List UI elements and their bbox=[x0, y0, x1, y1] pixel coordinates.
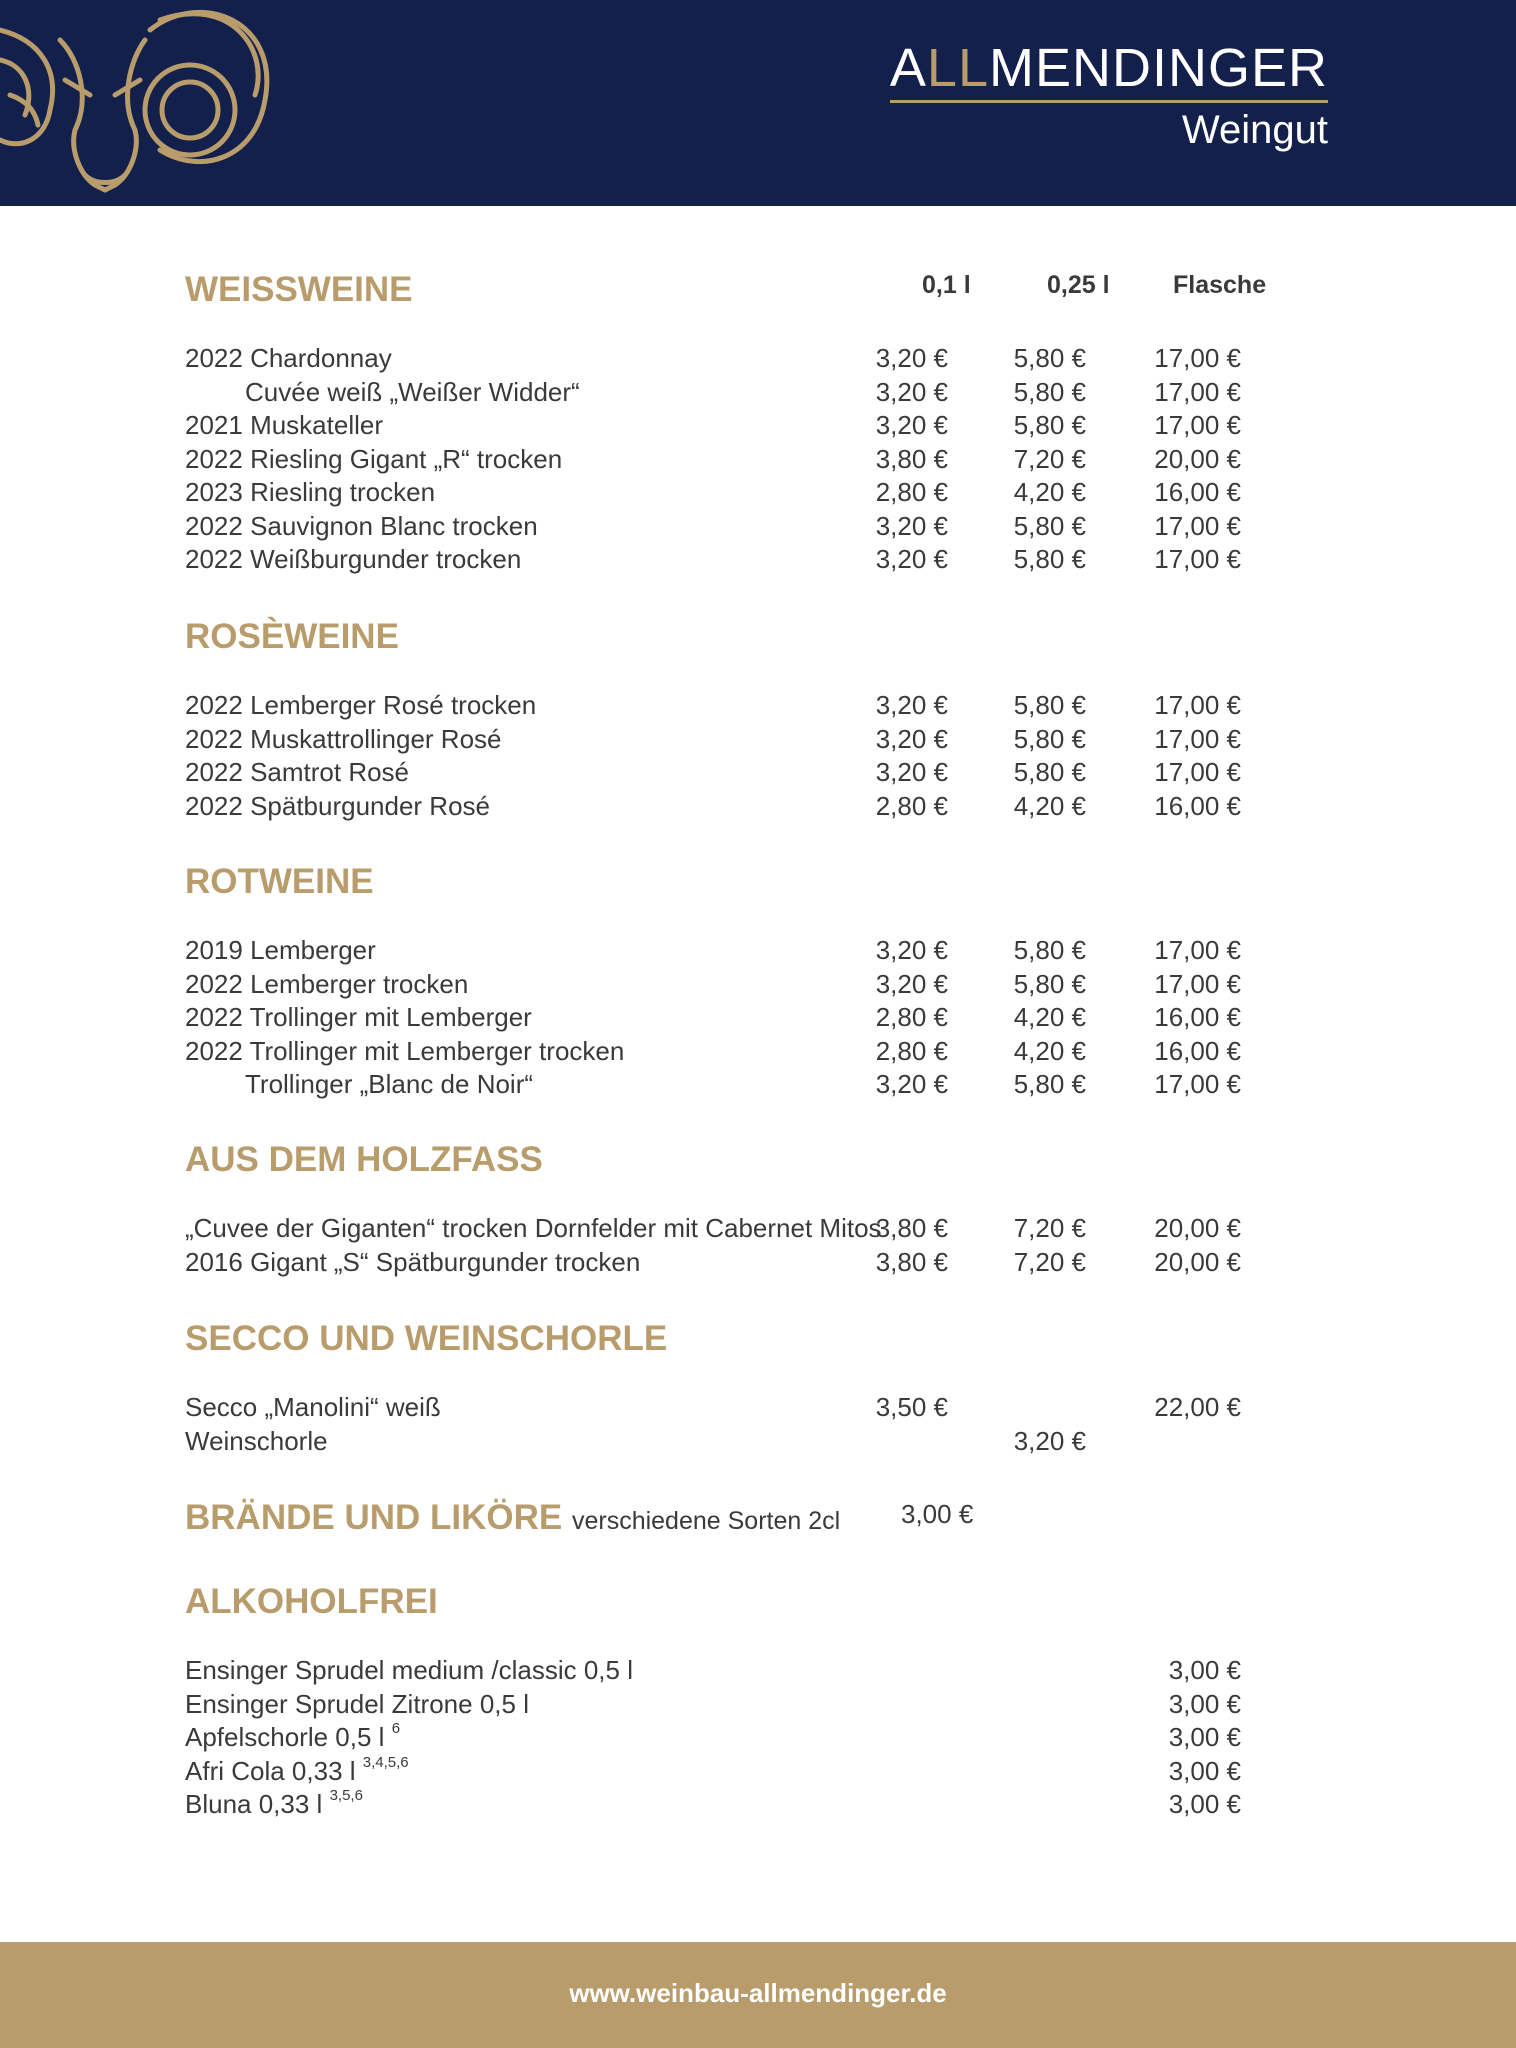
price-p2: 4,20 € bbox=[1013, 790, 1086, 821]
list-item bbox=[185, 510, 1265, 544]
price-p1: 3,20 € bbox=[875, 1069, 948, 1099]
list-item bbox=[185, 790, 1265, 824]
section-roseweine bbox=[185, 617, 1265, 823]
price-p1: 3,80 € bbox=[875, 443, 948, 474]
price-p2: 5,80 € bbox=[1013, 410, 1086, 440]
price-p3: 17,00 € bbox=[1154, 935, 1241, 965]
price-p1: 3,20 € bbox=[875, 690, 948, 720]
price-p1: 3,50 € bbox=[875, 1392, 948, 1422]
section-title: SECCO UND WEINSCHORLE bbox=[185, 1319, 668, 1358]
item-name: „Cuvee der Giganten“ trocken Dornfelder mit Cabernet Mitos bbox=[185, 1213, 882, 1243]
price-p3: 20,00 € bbox=[1154, 1213, 1241, 1243]
list-item bbox=[185, 1001, 1265, 1035]
section-title: AUS DEM HOLZFASS bbox=[185, 1140, 543, 1179]
price-p3: 17,00 € bbox=[1154, 410, 1241, 440]
section-title: BRÄNDE UND LIKÖRE verschiedene Sorten 2cl bbox=[185, 1498, 841, 1537]
price-p3: 17,00 € bbox=[1154, 544, 1241, 574]
column-header-flasche: Flasche bbox=[1173, 271, 1267, 299]
section-holzfass bbox=[185, 1140, 1265, 1279]
item-name: 2023 Riesling trocken bbox=[185, 477, 436, 507]
price-p3: 3,00 € bbox=[1168, 1755, 1241, 1786]
list-item bbox=[185, 1788, 1265, 1822]
price-p3: 17,00 € bbox=[1154, 757, 1241, 787]
list-item bbox=[185, 1068, 1265, 1102]
price-p1: 3,20 € bbox=[875, 757, 948, 787]
list-item bbox=[185, 476, 1265, 510]
list-item bbox=[185, 1246, 1265, 1280]
price-p3: 17,00 € bbox=[1154, 723, 1241, 754]
item-name: 2022 Weißburgunder trocken bbox=[185, 544, 522, 574]
section-braende bbox=[185, 1498, 1265, 1538]
price-p2: 5,80 € bbox=[1013, 343, 1086, 373]
item-name: Trollinger „Blanc de Noir“ bbox=[245, 1069, 534, 1099]
item-list bbox=[185, 1391, 1265, 1458]
price-p2: 5,80 € bbox=[1013, 935, 1086, 965]
header-banner bbox=[0, 0, 1516, 206]
list-item bbox=[185, 543, 1265, 577]
section-alkoholfrei bbox=[185, 1582, 1265, 1822]
price-p2: 5,80 € bbox=[1013, 510, 1086, 541]
website-link[interactable]: www.weinbau-allmendinger.de bbox=[569, 1978, 947, 2008]
item-name: 2022 Lemberger trocken bbox=[185, 968, 469, 999]
item-list bbox=[185, 1212, 1265, 1279]
ram-logo-icon bbox=[0, 0, 280, 200]
price-p2: 5,80 € bbox=[1013, 544, 1086, 574]
price-p1: 3,80 € bbox=[875, 1213, 948, 1243]
section-secco bbox=[185, 1319, 1265, 1458]
price-p3: 20,00 € bbox=[1154, 1246, 1241, 1277]
price-p2: 5,80 € bbox=[1013, 968, 1086, 999]
list-item bbox=[185, 1035, 1265, 1069]
price-p1: 2,80 € bbox=[875, 790, 948, 821]
price-p2: 7,20 € bbox=[1013, 443, 1086, 474]
price-p2: 7,20 € bbox=[1013, 1246, 1086, 1277]
price-p1: 3,20 € bbox=[875, 935, 948, 965]
list-item bbox=[185, 968, 1265, 1002]
item-name: 2016 Gigant „S“ Spätburgunder trocken bbox=[185, 1246, 641, 1277]
list-item bbox=[185, 689, 1265, 723]
brand-subtitle: Weingut bbox=[1181, 108, 1328, 152]
list-item bbox=[185, 376, 1265, 410]
list-item bbox=[185, 934, 1265, 968]
item-name-wrap bbox=[185, 1755, 409, 1789]
item-name: 2022 Chardonnay bbox=[185, 343, 392, 373]
price-p1: 3,80 € bbox=[875, 1246, 948, 1277]
item-name: Apfelschorle 0,5 l bbox=[185, 1722, 385, 1752]
item-list bbox=[185, 934, 1265, 1102]
item-name-wrap bbox=[185, 1721, 400, 1755]
additive-footnote: 3,4,5,6 bbox=[362, 1753, 409, 1771]
item-name: 2022 Spätburgunder Rosé bbox=[185, 790, 491, 821]
price-p3: 16,00 € bbox=[1154, 477, 1241, 507]
price-p3: 17,00 € bbox=[1154, 1069, 1241, 1099]
price-p3: 3,00 € bbox=[1168, 1655, 1241, 1685]
section-title: ALKOHOLFREI bbox=[185, 1582, 438, 1621]
price-p2: 5,80 € bbox=[1013, 376, 1086, 407]
column-header-01l: 0,1 l bbox=[922, 271, 971, 299]
list-item bbox=[185, 756, 1265, 790]
item-name: Bluna 0,33 l bbox=[185, 1789, 323, 1819]
price-p2: 3,20 € bbox=[1013, 1425, 1086, 1456]
item-name: 2022 Riesling Gigant „R“ trocken bbox=[185, 443, 563, 474]
list-item bbox=[185, 342, 1265, 376]
section-title: ROTWEINE bbox=[185, 862, 374, 901]
item-name: 2022 Samtrot Rosé bbox=[185, 757, 410, 787]
item-name: Secco „Manolini“ weiß bbox=[185, 1392, 441, 1422]
section-note: verschiedene Sorten 2cl bbox=[571, 1507, 841, 1535]
list-item bbox=[185, 1212, 1265, 1246]
section-weissweine bbox=[185, 270, 1265, 577]
item-list bbox=[185, 1654, 1265, 1822]
price-p1: 2,80 € bbox=[875, 477, 948, 507]
price-p1: 2,80 € bbox=[875, 1035, 948, 1066]
item-name: 2022 Sauvignon Blanc trocken bbox=[185, 510, 538, 541]
list-item bbox=[185, 443, 1265, 477]
price-01l: 3,00 € bbox=[901, 1499, 974, 1529]
section-title: ROSÈWEINE bbox=[185, 617, 399, 656]
list-item bbox=[185, 1721, 1265, 1755]
item-name: 2022 Muskattrollinger Rosé bbox=[185, 723, 502, 754]
item-name-wrap bbox=[185, 1788, 363, 1822]
item-name: Weinschorle bbox=[185, 1425, 328, 1456]
price-p3: 17,00 € bbox=[1154, 376, 1241, 407]
item-list bbox=[185, 689, 1265, 823]
price-p2: 7,20 € bbox=[1013, 1213, 1086, 1243]
price-p3: 16,00 € bbox=[1154, 1035, 1241, 1066]
price-p1: 3,20 € bbox=[875, 544, 948, 574]
item-name: Ensinger Sprudel medium /classic 0,5 l bbox=[185, 1655, 633, 1685]
price-p1: 3,20 € bbox=[875, 723, 948, 754]
brand-name: ALLMENDINGER bbox=[890, 38, 1328, 103]
item-list bbox=[185, 342, 1265, 577]
price-p2: 4,20 € bbox=[1013, 477, 1086, 507]
item-name: Cuvée weiß „Weißer Widder“ bbox=[245, 376, 580, 407]
item-name: 2022 Lemberger Rosé trocken bbox=[185, 690, 537, 720]
list-item bbox=[185, 1688, 1265, 1722]
item-name: 2022 Trollinger mit Lemberger trocken bbox=[185, 1035, 625, 1066]
list-item bbox=[185, 723, 1265, 757]
list-item bbox=[185, 409, 1265, 443]
price-p1: 3,20 € bbox=[875, 376, 948, 407]
price-p3: 16,00 € bbox=[1154, 1002, 1241, 1032]
item-name: 2019 Lemberger bbox=[185, 935, 376, 965]
additive-footnote: 3,5,6 bbox=[329, 1787, 363, 1804]
price-p1: 3,20 € bbox=[875, 968, 948, 999]
price-p3: 17,00 € bbox=[1154, 968, 1241, 999]
list-item bbox=[185, 1755, 1265, 1789]
price-p3: 3,00 € bbox=[1168, 1722, 1241, 1752]
column-header-025l: 0,25 l bbox=[1047, 271, 1110, 299]
price-p2: 4,20 € bbox=[1013, 1035, 1086, 1066]
additive-footnote: 6 bbox=[391, 1720, 401, 1737]
item-name: 2021 Muskateller bbox=[185, 410, 383, 440]
price-p1: 3,20 € bbox=[875, 510, 948, 541]
price-p2: 5,80 € bbox=[1013, 757, 1086, 787]
price-p2: 5,80 € bbox=[1013, 690, 1086, 720]
item-name: 2022 Trollinger mit Lemberger bbox=[185, 1002, 532, 1032]
price-p3: 17,00 € bbox=[1154, 343, 1241, 373]
footer-bar bbox=[0, 1942, 1516, 2048]
price-p2: 4,20 € bbox=[1013, 1002, 1086, 1032]
price-p1: 3,20 € bbox=[875, 343, 948, 373]
price-p3: 3,00 € bbox=[1168, 1688, 1241, 1719]
price-p3: 22,00 € bbox=[1154, 1392, 1241, 1422]
section-title: WEISSWEINE bbox=[185, 270, 413, 309]
price-p3: 20,00 € bbox=[1154, 443, 1241, 474]
price-p1: 2,80 € bbox=[875, 1002, 948, 1032]
list-item bbox=[185, 1654, 1265, 1688]
price-p3: 17,00 € bbox=[1154, 510, 1241, 541]
item-name: Ensinger Sprudel Zitrone 0,5 l bbox=[185, 1688, 529, 1719]
list-item bbox=[185, 1391, 1265, 1425]
price-p3: 17,00 € bbox=[1154, 690, 1241, 720]
price-p3: 16,00 € bbox=[1154, 790, 1241, 821]
price-p2: 5,80 € bbox=[1013, 1069, 1086, 1099]
list-item bbox=[185, 1425, 1265, 1459]
section-rotweine bbox=[185, 862, 1265, 1102]
price-p1: 3,20 € bbox=[875, 410, 948, 440]
item-name: Afri Cola 0,33 l bbox=[185, 1755, 356, 1786]
price-p3: 3,00 € bbox=[1168, 1789, 1241, 1819]
brand-block bbox=[890, 38, 1328, 155]
price-p2: 5,80 € bbox=[1013, 723, 1086, 754]
